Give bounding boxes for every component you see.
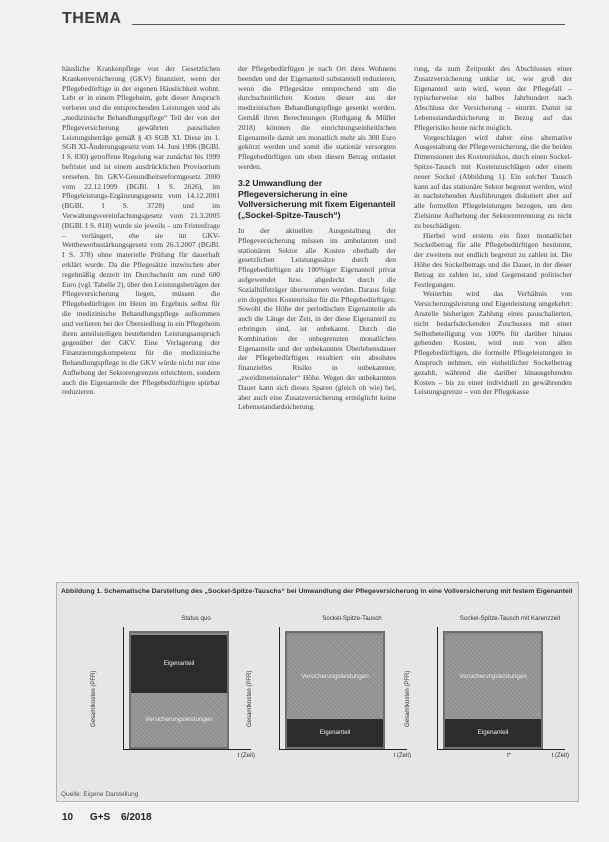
x-axis-label: t (Zeit) — [393, 753, 411, 759]
paragraph: häusliche Krankenpflege von der Gesetzlichen Krankenversicherung (GKV) finanziert, wenn der Pflegebedürftige in der eigenen Häuslichkeit wohnt. Lebt er in einem Pflegeheim, geht dieser Anspruch verloren und die entsprechenden Leistungen sind als „medizinische Behandlungspflege“ Teil der von der Pflegeversicherung gewährten pauschalen Leistungsbeträge gemäß § 43 SGB XI. Diese im 1. SGB XI-Änderungsgesetz vom 14. Juni 1996 (BGBl. I S. 830) getroffene Regelung war zunächst bis 1999 befristet und ist einem ausdrücklichen Provisorium versehen. Im GKV-Gesundheitsreformgesetz 2000 vom 22.12.1999 (BGBl. I S. 2626), im Pflegeleistungs-Ergänzungsgesetz vom 14.12.2001 (BGBl. I S. 3728) und im Verwaltungsvereinfachungsgesetz vom 21.3.2005 (BGBl. I S. 818) wurde sie jeweils – um Fristenfrage – verlängert, ehe sie im GKV-Wettbewerbsstärkungsgesetz vom 26.3.2007 (BGBl. I S. 378) ohne materielle Prüfung für dauerhaft erklärt wurde. Da die Pflegesätze inzwischen aber regelmäßig derzeit im Durchschnitt um rund 600 Euro (vgl. Tabelle 2), über den Leistungsbeträgen der Pflegeversicherung liegen, müssen die Pflegebedürftigen im Heim im Ergebnis selbst für die medizinische Behandlungspflege aufkommen und verlieren bei der Übersiedlung in ein Pflegeheim ihren anteilsteiligen bestehenden Leistungsanspruch gegenüber der GKV. Eine Verlagerung der Finanzierungskompetenz für die medizinische Behandlungspflege in die GKV würde nicht nur eine Aufhebung der Sektorengrenzen erleichtern, sondern auch die Eigenanteile der Pflegebedürftigen spürbar reduzieren. — [62, 64, 220, 397]
section-title: THEMA — [62, 10, 122, 27]
y-axis — [437, 627, 438, 749]
paragraph: Weiterhin wird das Verhältnis von Versicherungsleistung und Eigenleistung umgekehrt: Anstelle bisherigen Zahlung eines pauschalierten, nicht bedarfsdeckenden Zuschusses mit einer Selbstbeteiligung von 100% für darüber hinaus gehenden Kosten, wird nun von allen Pflegebedürftigen, die formelle Pflegeleistungen in Anspruch nehmen, ein einheitlicher Sockelbetrag gezahlt, während die darüber hinausgehenden Kosten – bis zu einer individuell zu gewährenden Leistungsgrenze – von der Pflegekasse — [414, 289, 572, 397]
block-versicherungsleistungen: Versicherungsleistungen — [287, 635, 383, 719]
column-1 — [62, 64, 220, 562]
article-body — [62, 64, 572, 562]
panel-sockel-spitze-tausch-karenzzeit — [405, 615, 569, 765]
x-marker: t* — [507, 753, 512, 759]
block-eigenanteil: Eigenanteil — [131, 635, 227, 693]
block-versicherungsleistungen: Versicherungsleistungen — [131, 693, 227, 747]
panel-sockel-spitze-tausch — [247, 615, 411, 765]
panel-status-quo — [91, 615, 255, 765]
panel-title: Status quo — [181, 615, 211, 622]
y-axis-label: Gesamtkosten (PFR) — [247, 670, 253, 727]
figure-caption: Abbildung 1. Schematische Darstellung des „Sockel-Spitze-Tauschs“ bei Umwandlung der Pflegeversicherung in eine Vollversicherung mit festem Eigenanteil — [61, 588, 573, 595]
y-axis — [279, 627, 280, 749]
block-versicherungsleistungen: Versicherungsleistungen — [445, 635, 541, 719]
y-axis-label: Gesamtkosten (PFR) — [91, 670, 97, 727]
paragraph: rung, da zum Zeitpunkt des Abschlusses einer Zusatzversicherung unklar ist, wie groß der Eigenanteil sein wird, wenn der Pflegefall – typischerweise ein halbes Jahrhundert nach Abschluss der Versicherung – eintritt. Damit ist Lebensstandardsicherung in Bezug auf das Pflegerisiko heute nicht möglich. — [414, 64, 572, 132]
page-footer — [62, 812, 152, 823]
section-heading: 3.2 Umwandlung der Pflegeversicherung in eine Vollversicherung mit fixem Eigenanteil („Sockel-Spitze-Tausch“) — [238, 177, 396, 221]
block-eigenanteil: Eigenanteil — [287, 719, 383, 747]
journal-logo: G+S — [89, 812, 111, 823]
y-axis — [123, 627, 124, 749]
y-axis-label: Gesamtkosten (PFR) — [405, 670, 411, 727]
panel-title: Sockel-Spitze-Tausch — [322, 615, 382, 622]
x-axis — [279, 749, 407, 750]
panel-title: Sockel-Spitze-Tausch mit Karenzzeit — [459, 615, 561, 622]
figure-source: Quelle: Eigene Darstellung — [61, 791, 139, 798]
x-axis — [123, 749, 251, 750]
column-3 — [414, 64, 572, 562]
issue-number: 6/2018 — [120, 812, 152, 823]
block-eigenanteil: Eigenanteil — [445, 719, 541, 747]
paragraph: Hierbei wird erstens ein fixer monatlicher Sockelbetrag für alle Pflegebedürftigen bestimmt, der zweitens nur endlich begrenzt zu zahlen ist. Die Höhe des Sockelbetrags und die Dauer, in der dieser Betrag zu zahlen ist, sind Gegenstand politischer Festlegungen. — [414, 230, 572, 289]
x-axis-label: t (Zeit) — [237, 753, 255, 759]
paragraph: der Pflegebedürftigen je nach Ort ihres Wohnens beenden und der Eigenanteil substantiell reduzieren, wenn die Pflegesätze entsprechend um die durchschnittlichen Kosten dieser aus der medizinischen Behandlungspflege gesenkt werden. Gemäß ihren Berechnungen (Rothgang & Müller 2018) könnten die einrichtungseinheitlichen Eigenanteile damit um monatlich mehr als 300 Euro gekürzt werden und somit die stationär versorgten Pflegebedürftigen um eben diesen Betrag entlastet werden. — [238, 64, 396, 171]
paragraph: In der aktuellen Ausgestaltung der Pflegeversicherung müssen im ambulanten und stationären Sektor alle Kosten oberhalb der gesetzlichen Leistungssätze durch den Pflegebedürftigen als 100%iger Eigenanteil privat aufgewendet bzw. abgedeckt durch die Sozialhilfeträger übernommen werden. Daraus folgt ein doppeltes Kostenrisiko für die Pflegebedürftigen: Sowohl die Höhe der periodischen Eigenanteile als auch die Länge der Zeit, in der diese Eigenanteil zu erbringen sind, ist unbekannt. Durch die Kombination der unbegrenzten monatlichen Eigenanteile und der unbekannten Überlebensdauer der Pflegebedürftigen resultiert ein absolutes finanzielles Risiko in unbekannter, „zweidimensionaler“ Höhe. Wegen der unbekannten Dauer kann sich dieses Sparen (gleich ob wie) bei, aber auch eine Zusatzversicherung ermöglicht keine Lebensstandardsicherung. — [238, 225, 396, 412]
paragraph: Vorgeschlagen wird daher eine alternative Ausgestaltung der Pflegeversicherung, die die beiden Dimensionen des Kostenrisikos, durch einen Sockel-Spitze-Tausch mit Kostenzuschlägen oder einem neuer Sockel (Abbildung 1). Ein solcher Tausch kann auf das stationäre Sektor begrenzt werden, wird in nachstehenden Ausführungen diskutiert aber auf alle formellen Pflegeleistungen bezogen, um den Zielsinne Aufhebung der Sektorentrennung zu nicht zu beschädigen. — [414, 132, 572, 230]
column-2 — [238, 64, 396, 562]
page-number: 10 — [62, 812, 74, 823]
header-rule — [132, 24, 565, 25]
figure-1 — [56, 582, 579, 802]
x-axis-label: t (Zeit) — [551, 753, 569, 759]
x-axis — [437, 749, 565, 750]
